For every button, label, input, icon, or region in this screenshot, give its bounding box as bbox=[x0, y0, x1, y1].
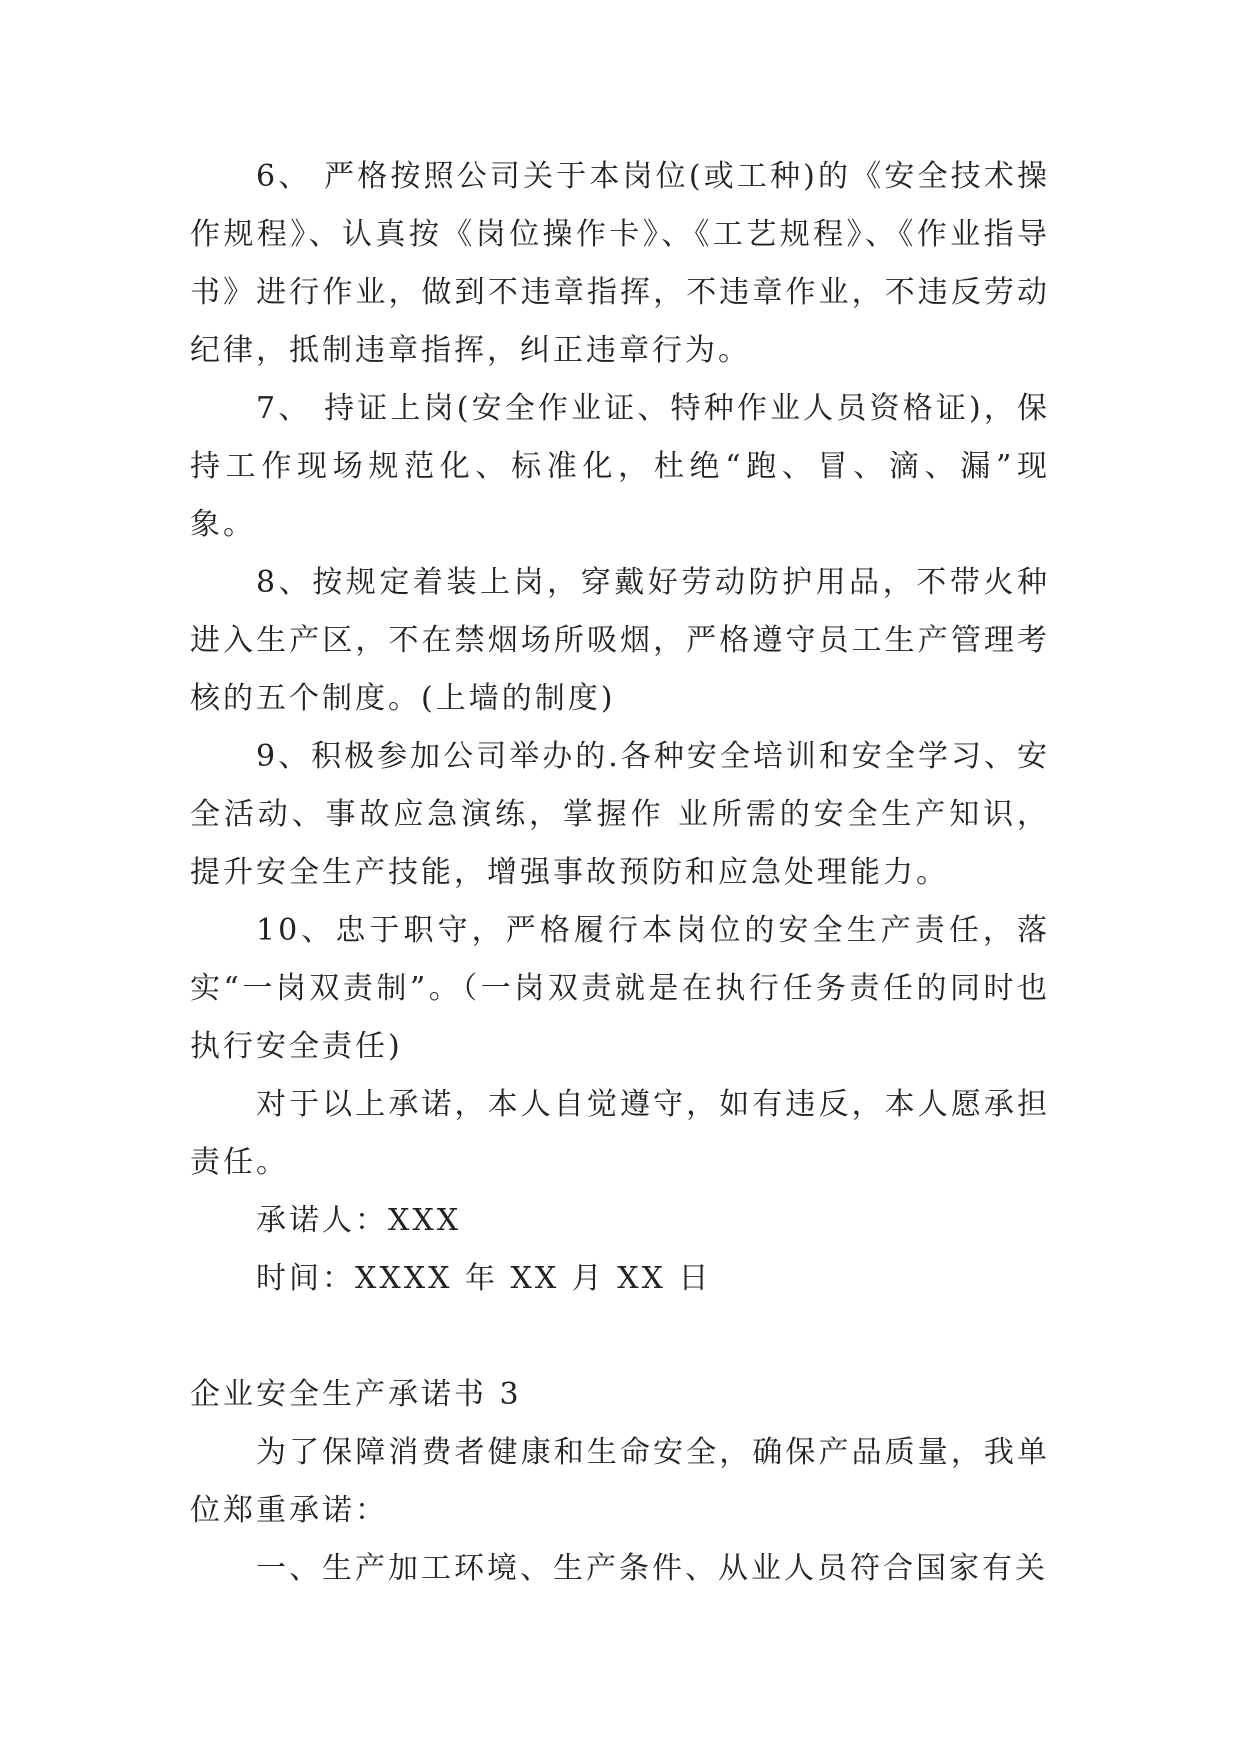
paragraph-item-7: 7、 持证上岗(安全作业证、特种作业人员资格证)，保持工作现场规范化、标准化，杜绝“跑、冒、滴、漏”现象。 bbox=[190, 391, 1050, 542]
document-body bbox=[190, 148, 1050, 1598]
paragraph-clause-1: 一、生产加工环境、生产条件、从业人员符合国家有关 bbox=[256, 1551, 1048, 1586]
paragraph-intro: 为了保障消费者健康和生命安全，确保产品质量，我单位郑重承诺： bbox=[190, 1435, 1050, 1528]
paragraph-item-9: 9、积极参加公司举办的.各种安全培训和安全学习、安全活动、事故应急演练，掌握作 业所需的安全生产知识，提升安全生产技能，增强事故预防和应急处理能力。 bbox=[190, 739, 1050, 890]
paragraph-item-8: 8、按规定着装上岗，穿戴好劳动防护用品，不带火种进入生产区，不在禁烟场所吸烟，严格遵守员工生产管理考核的五个制度。(上墙的制度) bbox=[190, 565, 1050, 716]
section-spacer bbox=[190, 1308, 1050, 1366]
signer-line: 承诺人：XXX bbox=[256, 1203, 462, 1238]
paragraph-commitment-statement: 对于以上承诺，本人自觉遵守，如有违反，本人愿承担责任。 bbox=[190, 1087, 1050, 1180]
paragraph-item-6: 6、 严格按照公司关于本岗位(或工种)的《安全技术操作规程》、认真按《岗位操作卡》、《工艺规程》、《作业指导书》进行作业，做到不违章指挥，不违章作业，不违反劳动纪律，抵制违章指挥，纠正违章行为。 bbox=[190, 159, 1050, 368]
date-line: 时间：XXXX 年 XX 月 XX 日 bbox=[256, 1261, 712, 1296]
paragraph-item-10: 10、忠于职守，严格履行本岗位的安全生产责任，落实“一岗双责制”。（一岗双责就是在执行任务责任的同时也执行安全责任) bbox=[190, 913, 1050, 1064]
section-title: 企业安全生产承诺书 3 bbox=[190, 1377, 522, 1412]
